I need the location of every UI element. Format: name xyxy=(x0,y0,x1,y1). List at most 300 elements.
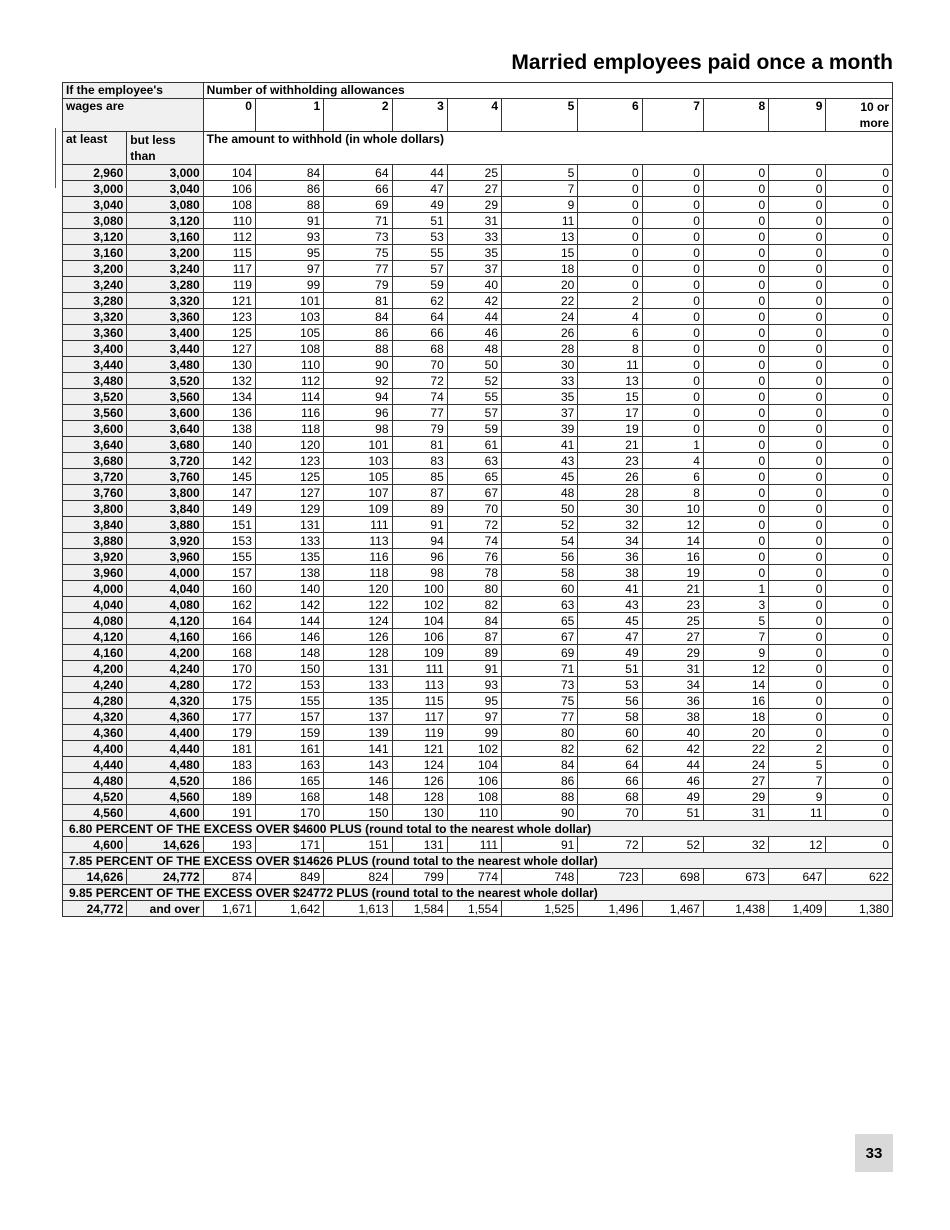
table-row xyxy=(63,277,893,293)
withholding-amount: 1,409 xyxy=(769,901,826,917)
wage-at-least: 3,360 xyxy=(63,325,127,341)
withholding-amount: 45 xyxy=(502,469,578,485)
table-row xyxy=(63,261,893,277)
withholding-amount: 31 xyxy=(642,661,703,677)
withholding-amount: 64 xyxy=(392,309,447,325)
withholding-amount: 159 xyxy=(255,725,323,741)
withholding-amount: 28 xyxy=(578,485,642,501)
withholding-amount: 164 xyxy=(203,613,255,629)
withholding-amount: 0 xyxy=(826,165,893,181)
withholding-amount: 75 xyxy=(502,693,578,709)
withholding-amount: 71 xyxy=(502,661,578,677)
wage-but-less-than: 14,626 xyxy=(127,837,203,853)
withholding-amount: 16 xyxy=(703,693,768,709)
withholding-amount: 103 xyxy=(324,453,392,469)
table-row xyxy=(63,181,893,197)
withholding-amount: 0 xyxy=(769,405,826,421)
wage-but-less-than: 3,720 xyxy=(127,453,203,469)
withholding-amount: 0 xyxy=(769,725,826,741)
withholding-amount: 7 xyxy=(502,181,578,197)
withholding-amount: 133 xyxy=(255,533,323,549)
withholding-amount: 5 xyxy=(703,613,768,629)
wage-at-least: 3,800 xyxy=(63,501,127,517)
wage-but-less-than: 3,400 xyxy=(127,325,203,341)
withholding-amount: 10 xyxy=(642,501,703,517)
withholding-amount: 70 xyxy=(447,501,501,517)
withholding-amount: 14 xyxy=(703,677,768,693)
withholding-amount: 0 xyxy=(703,277,768,293)
withholding-amount: 7 xyxy=(703,629,768,645)
table-row xyxy=(63,213,893,229)
withholding-amount: 0 xyxy=(826,565,893,581)
withholding-amount: 36 xyxy=(578,549,642,565)
wage-but-less-than: 3,760 xyxy=(127,469,203,485)
wage-but-less-than: 4,240 xyxy=(127,661,203,677)
withholding-amount: 112 xyxy=(203,229,255,245)
withholding-amount: 0 xyxy=(703,533,768,549)
withholding-amount: 93 xyxy=(255,229,323,245)
withholding-amount: 189 xyxy=(203,789,255,805)
withholding-amount: 11 xyxy=(578,357,642,373)
withholding-amount: 748 xyxy=(502,869,578,885)
withholding-amount: 0 xyxy=(769,629,826,645)
wage-at-least: 3,240 xyxy=(63,277,127,293)
wage-but-less-than: 4,520 xyxy=(127,773,203,789)
withholding-amount: 20 xyxy=(502,277,578,293)
withholding-amount: 0 xyxy=(826,709,893,725)
wage-at-least: 4,560 xyxy=(63,805,127,821)
withholding-amount: 8 xyxy=(578,341,642,357)
withholding-amount: 0 xyxy=(826,453,893,469)
withholding-amount: 44 xyxy=(447,309,501,325)
withholding-amount: 105 xyxy=(255,325,323,341)
withholding-amount: 96 xyxy=(392,549,447,565)
withholding-amount: 125 xyxy=(255,469,323,485)
withholding-amount: 45 xyxy=(578,613,642,629)
wage-but-less-than: 4,320 xyxy=(127,693,203,709)
withholding-amount: 0 xyxy=(769,229,826,245)
wage-but-less-than: 3,800 xyxy=(127,485,203,501)
withholding-amount: 168 xyxy=(255,789,323,805)
withholding-amount: 68 xyxy=(392,341,447,357)
table-row xyxy=(63,325,893,341)
withholding-amount: 0 xyxy=(826,789,893,805)
col-header-last-2: more xyxy=(859,116,889,130)
withholding-amount: 0 xyxy=(703,485,768,501)
wages-label: If the employee's xyxy=(63,83,204,99)
wage-but-less-than: 3,080 xyxy=(127,197,203,213)
withholding-amount: 59 xyxy=(392,277,447,293)
withholding-amount: 98 xyxy=(392,565,447,581)
withholding-amount: 0 xyxy=(769,565,826,581)
withholding-amount: 0 xyxy=(578,181,642,197)
withholding-amount: 68 xyxy=(578,789,642,805)
withholding-amount: 85 xyxy=(392,469,447,485)
wage-at-least: 3,120 xyxy=(63,229,127,245)
withholding-amount: 38 xyxy=(578,565,642,581)
withholding-amount: 58 xyxy=(502,565,578,581)
withholding-amount: 0 xyxy=(703,197,768,213)
withholding-amount: 1,496 xyxy=(578,901,642,917)
withholding-amount: 698 xyxy=(642,869,703,885)
withholding-amount: 18 xyxy=(502,261,578,277)
withholding-amount: 53 xyxy=(578,677,642,693)
wage-at-least: 4,240 xyxy=(63,677,127,693)
withholding-amount: 113 xyxy=(392,677,447,693)
withholding-amount: 48 xyxy=(502,485,578,501)
withholding-amount: 127 xyxy=(203,341,255,357)
table-row xyxy=(63,229,893,245)
withholding-amount: 0 xyxy=(826,405,893,421)
withholding-amount: 35 xyxy=(447,245,501,261)
withholding-amount: 71 xyxy=(324,213,392,229)
withholding-amount: 0 xyxy=(642,357,703,373)
withholding-amount: 63 xyxy=(502,597,578,613)
wage-at-least: 3,960 xyxy=(63,565,127,581)
withholding-amount: 0 xyxy=(642,405,703,421)
withholding-amount: 11 xyxy=(769,805,826,821)
withholding-amount: 157 xyxy=(203,565,255,581)
withholding-amount: 77 xyxy=(392,405,447,421)
withholding-amount: 49 xyxy=(578,645,642,661)
wage-at-least: 3,160 xyxy=(63,245,127,261)
withholding-amount: 30 xyxy=(578,501,642,517)
withholding-amount: 138 xyxy=(203,421,255,437)
withholding-amount: 0 xyxy=(703,469,768,485)
withholding-amount: 21 xyxy=(578,437,642,453)
withholding-amount: 0 xyxy=(769,533,826,549)
wage-but-less-than: 24,772 xyxy=(127,869,203,885)
withholding-amount: 0 xyxy=(642,389,703,405)
wage-but-less-than: 3,280 xyxy=(127,277,203,293)
withholding-amount: 0 xyxy=(826,645,893,661)
table-row xyxy=(63,549,893,565)
withholding-amount: 108 xyxy=(447,789,501,805)
withholding-amount: 130 xyxy=(203,357,255,373)
withholding-amount: 0 xyxy=(826,661,893,677)
withholding-amount: 0 xyxy=(769,357,826,373)
amount-label: The amount to withhold (in whole dollars) xyxy=(203,132,892,165)
withholding-amount: 0 xyxy=(826,293,893,309)
bracket-note: 9.85 PERCENT OF THE EXCESS OVER $24772 PLUS (round total to the nearest whole dollar) xyxy=(63,885,893,901)
withholding-amount: 0 xyxy=(642,309,703,325)
withholding-amount: 0 xyxy=(826,517,893,533)
withholding-amount: 112 xyxy=(255,373,323,389)
withholding-amount: 60 xyxy=(502,581,578,597)
withholding-amount: 0 xyxy=(826,277,893,293)
table-row xyxy=(63,373,893,389)
withholding-amount: 0 xyxy=(642,245,703,261)
withholding-amount: 92 xyxy=(324,373,392,389)
withholding-amount: 0 xyxy=(769,389,826,405)
col-header: 9 xyxy=(769,99,826,132)
wage-at-least: 3,440 xyxy=(63,357,127,373)
withholding-amount: 0 xyxy=(703,565,768,581)
table-row xyxy=(63,693,893,709)
wage-at-least: 4,080 xyxy=(63,613,127,629)
withholding-amount: 102 xyxy=(447,741,501,757)
withholding-amount: 121 xyxy=(203,293,255,309)
table-row xyxy=(63,597,893,613)
withholding-amount: 99 xyxy=(255,277,323,293)
withholding-amount: 13 xyxy=(502,229,578,245)
withholding-amount: 101 xyxy=(255,293,323,309)
withholding-amount: 52 xyxy=(502,517,578,533)
withholding-amount: 26 xyxy=(578,469,642,485)
wage-at-least: 3,600 xyxy=(63,421,127,437)
withholding-amount: 14 xyxy=(642,533,703,549)
withholding-amount: 0 xyxy=(769,213,826,229)
withholding-amount: 145 xyxy=(203,469,255,485)
withholding-amount: 149 xyxy=(203,501,255,517)
table-row xyxy=(63,293,893,309)
withholding-amount: 91 xyxy=(392,517,447,533)
table-row xyxy=(63,245,893,261)
withholding-amount: 0 xyxy=(769,597,826,613)
wage-at-least: 3,400 xyxy=(63,341,127,357)
withholding-amount: 33 xyxy=(447,229,501,245)
withholding-amount: 98 xyxy=(324,421,392,437)
withholding-amount: 76 xyxy=(447,549,501,565)
withholding-amount: 723 xyxy=(578,869,642,885)
wage-but-less-than: 4,000 xyxy=(127,565,203,581)
table-row xyxy=(63,741,893,757)
withholding-amount: 13 xyxy=(578,373,642,389)
withholding-amount: 8 xyxy=(642,485,703,501)
withholding-amount: 86 xyxy=(502,773,578,789)
table-row xyxy=(63,533,893,549)
col-header: 1 xyxy=(255,99,323,132)
withholding-amount: 9 xyxy=(703,645,768,661)
withholding-amount: 50 xyxy=(447,357,501,373)
table-row xyxy=(63,437,893,453)
withholding-amount: 48 xyxy=(447,341,501,357)
wage-at-least: 3,640 xyxy=(63,437,127,453)
withholding-amount: 155 xyxy=(255,693,323,709)
wage-but-less-than: 4,560 xyxy=(127,789,203,805)
wage-at-least: 4,160 xyxy=(63,645,127,661)
withholding-amount: 16 xyxy=(642,549,703,565)
withholding-amount: 117 xyxy=(392,709,447,725)
withholding-amount: 0 xyxy=(578,213,642,229)
withholding-amount: 18 xyxy=(703,709,768,725)
withholding-amount: 69 xyxy=(502,645,578,661)
withholding-amount: 87 xyxy=(392,485,447,501)
withholding-amount: 51 xyxy=(392,213,447,229)
withholding-amount: 81 xyxy=(392,437,447,453)
wage-but-less-than: 3,240 xyxy=(127,261,203,277)
withholding-amount: 4 xyxy=(642,453,703,469)
wage-but-less-than: 3,320 xyxy=(127,293,203,309)
withholding-amount: 114 xyxy=(255,389,323,405)
wage-at-least: 2,960 xyxy=(63,165,127,181)
withholding-amount: 0 xyxy=(769,245,826,261)
withholding-amount: 0 xyxy=(769,645,826,661)
withholding-amount: 23 xyxy=(578,453,642,469)
withholding-amount: 93 xyxy=(447,677,501,693)
withholding-amount: 172 xyxy=(203,677,255,693)
wage-but-less-than: 3,600 xyxy=(127,405,203,421)
table-body xyxy=(63,165,893,917)
withholding-amount: 0 xyxy=(642,277,703,293)
table-row xyxy=(63,405,893,421)
withholding-amount: 43 xyxy=(578,597,642,613)
withholding-amount: 117 xyxy=(203,261,255,277)
wage-at-least: 4,200 xyxy=(63,661,127,677)
withholding-amount: 170 xyxy=(255,805,323,821)
wage-at-least: 3,280 xyxy=(63,293,127,309)
withholding-amount: 9 xyxy=(502,197,578,213)
withholding-amount: 0 xyxy=(769,197,826,213)
withholding-amount: 11 xyxy=(502,213,578,229)
withholding-amount: 104 xyxy=(203,165,255,181)
withholding-amount: 79 xyxy=(324,277,392,293)
wage-at-least: 4,320 xyxy=(63,709,127,725)
withholding-amount: 139 xyxy=(324,725,392,741)
withholding-amount: 26 xyxy=(502,325,578,341)
withholding-amount: 128 xyxy=(324,645,392,661)
table-row xyxy=(63,197,893,213)
withholding-amount: 1,554 xyxy=(447,901,501,917)
withholding-amount: 0 xyxy=(642,421,703,437)
withholding-amount: 126 xyxy=(392,773,447,789)
table-row xyxy=(63,773,893,789)
withholding-amount: 104 xyxy=(447,757,501,773)
withholding-amount: 874 xyxy=(203,869,255,885)
withholding-amount: 62 xyxy=(392,293,447,309)
withholding-table xyxy=(62,82,893,917)
withholding-amount: 75 xyxy=(324,245,392,261)
wage-but-less-than: 3,920 xyxy=(127,533,203,549)
withholding-amount: 0 xyxy=(826,677,893,693)
withholding-amount: 143 xyxy=(324,757,392,773)
withholding-amount: 4 xyxy=(578,309,642,325)
withholding-amount: 94 xyxy=(392,533,447,549)
withholding-amount: 51 xyxy=(642,805,703,821)
withholding-amount: 0 xyxy=(642,197,703,213)
withholding-amount: 0 xyxy=(703,341,768,357)
wage-at-least: 4,280 xyxy=(63,693,127,709)
withholding-amount: 0 xyxy=(703,309,768,325)
withholding-amount: 0 xyxy=(769,677,826,693)
withholding-amount: 73 xyxy=(324,229,392,245)
withholding-amount: 140 xyxy=(255,581,323,597)
withholding-amount: 70 xyxy=(578,805,642,821)
withholding-amount: 0 xyxy=(826,421,893,437)
withholding-amount: 22 xyxy=(703,741,768,757)
withholding-amount: 0 xyxy=(826,261,893,277)
withholding-amount: 88 xyxy=(502,789,578,805)
withholding-amount: 77 xyxy=(324,261,392,277)
withholding-amount: 21 xyxy=(642,581,703,597)
withholding-amount: 622 xyxy=(826,869,893,885)
wage-at-least: 3,880 xyxy=(63,533,127,549)
table-row xyxy=(63,501,893,517)
withholding-amount: 153 xyxy=(255,677,323,693)
withholding-amount: 83 xyxy=(392,453,447,469)
withholding-amount: 12 xyxy=(642,517,703,533)
withholding-amount: 69 xyxy=(324,197,392,213)
col-header: 8 xyxy=(703,99,768,132)
withholding-amount: 87 xyxy=(447,629,501,645)
withholding-amount: 82 xyxy=(502,741,578,757)
withholding-amount: 0 xyxy=(826,181,893,197)
withholding-amount: 12 xyxy=(769,837,826,853)
withholding-amount: 43 xyxy=(502,453,578,469)
withholding-amount: 106 xyxy=(203,181,255,197)
withholding-amount: 99 xyxy=(447,725,501,741)
withholding-amount: 0 xyxy=(826,533,893,549)
withholding-amount: 84 xyxy=(502,757,578,773)
withholding-amount: 74 xyxy=(392,389,447,405)
withholding-amount: 186 xyxy=(203,773,255,789)
table-row xyxy=(63,469,893,485)
withholding-amount: 0 xyxy=(642,373,703,389)
table-row xyxy=(63,517,893,533)
wage-but-less-than: 3,160 xyxy=(127,229,203,245)
withholding-amount: 0 xyxy=(578,165,642,181)
wage-at-least: 4,400 xyxy=(63,741,127,757)
withholding-amount: 29 xyxy=(642,645,703,661)
withholding-amount: 57 xyxy=(447,405,501,421)
table-row xyxy=(63,709,893,725)
wage-at-least: 3,200 xyxy=(63,261,127,277)
wage-but-less-than: 4,120 xyxy=(127,613,203,629)
withholding-amount: 0 xyxy=(769,293,826,309)
wage-but-less-than: 3,120 xyxy=(127,213,203,229)
withholding-amount: 0 xyxy=(642,293,703,309)
wage-at-least: 3,320 xyxy=(63,309,127,325)
withholding-amount: 132 xyxy=(203,373,255,389)
withholding-amount: 115 xyxy=(392,693,447,709)
withholding-amount: 131 xyxy=(255,517,323,533)
withholding-amount: 17 xyxy=(578,405,642,421)
withholding-amount: 0 xyxy=(826,357,893,373)
wage-but-less-than: 4,400 xyxy=(127,725,203,741)
withholding-amount: 0 xyxy=(769,181,826,197)
withholding-amount: 81 xyxy=(324,293,392,309)
withholding-amount: 80 xyxy=(502,725,578,741)
withholding-amount: 122 xyxy=(324,597,392,613)
withholding-amount: 106 xyxy=(447,773,501,789)
withholding-amount: 0 xyxy=(826,501,893,517)
withholding-amount: 0 xyxy=(769,581,826,597)
withholding-amount: 0 xyxy=(826,341,893,357)
withholding-amount: 111 xyxy=(324,517,392,533)
withholding-amount: 3 xyxy=(703,597,768,613)
withholding-amount: 160 xyxy=(203,581,255,597)
table-row xyxy=(63,581,893,597)
wage-but-less-than: 3,960 xyxy=(127,549,203,565)
wage-but-less-than: 4,040 xyxy=(127,581,203,597)
withholding-amount: 0 xyxy=(703,181,768,197)
withholding-amount: 73 xyxy=(502,677,578,693)
table-row xyxy=(63,421,893,437)
withholding-amount: 0 xyxy=(769,469,826,485)
withholding-amount: 799 xyxy=(392,869,447,885)
wage-but-less-than: 4,360 xyxy=(127,709,203,725)
withholding-amount: 0 xyxy=(826,437,893,453)
withholding-amount: 131 xyxy=(392,837,447,853)
withholding-amount: 129 xyxy=(255,501,323,517)
withholding-amount: 108 xyxy=(255,341,323,357)
withholding-amount: 82 xyxy=(447,597,501,613)
withholding-amount: 58 xyxy=(578,709,642,725)
withholding-amount: 0 xyxy=(578,245,642,261)
wage-but-less-than: 3,680 xyxy=(127,437,203,453)
withholding-amount: 141 xyxy=(324,741,392,757)
withholding-amount: 146 xyxy=(255,629,323,645)
